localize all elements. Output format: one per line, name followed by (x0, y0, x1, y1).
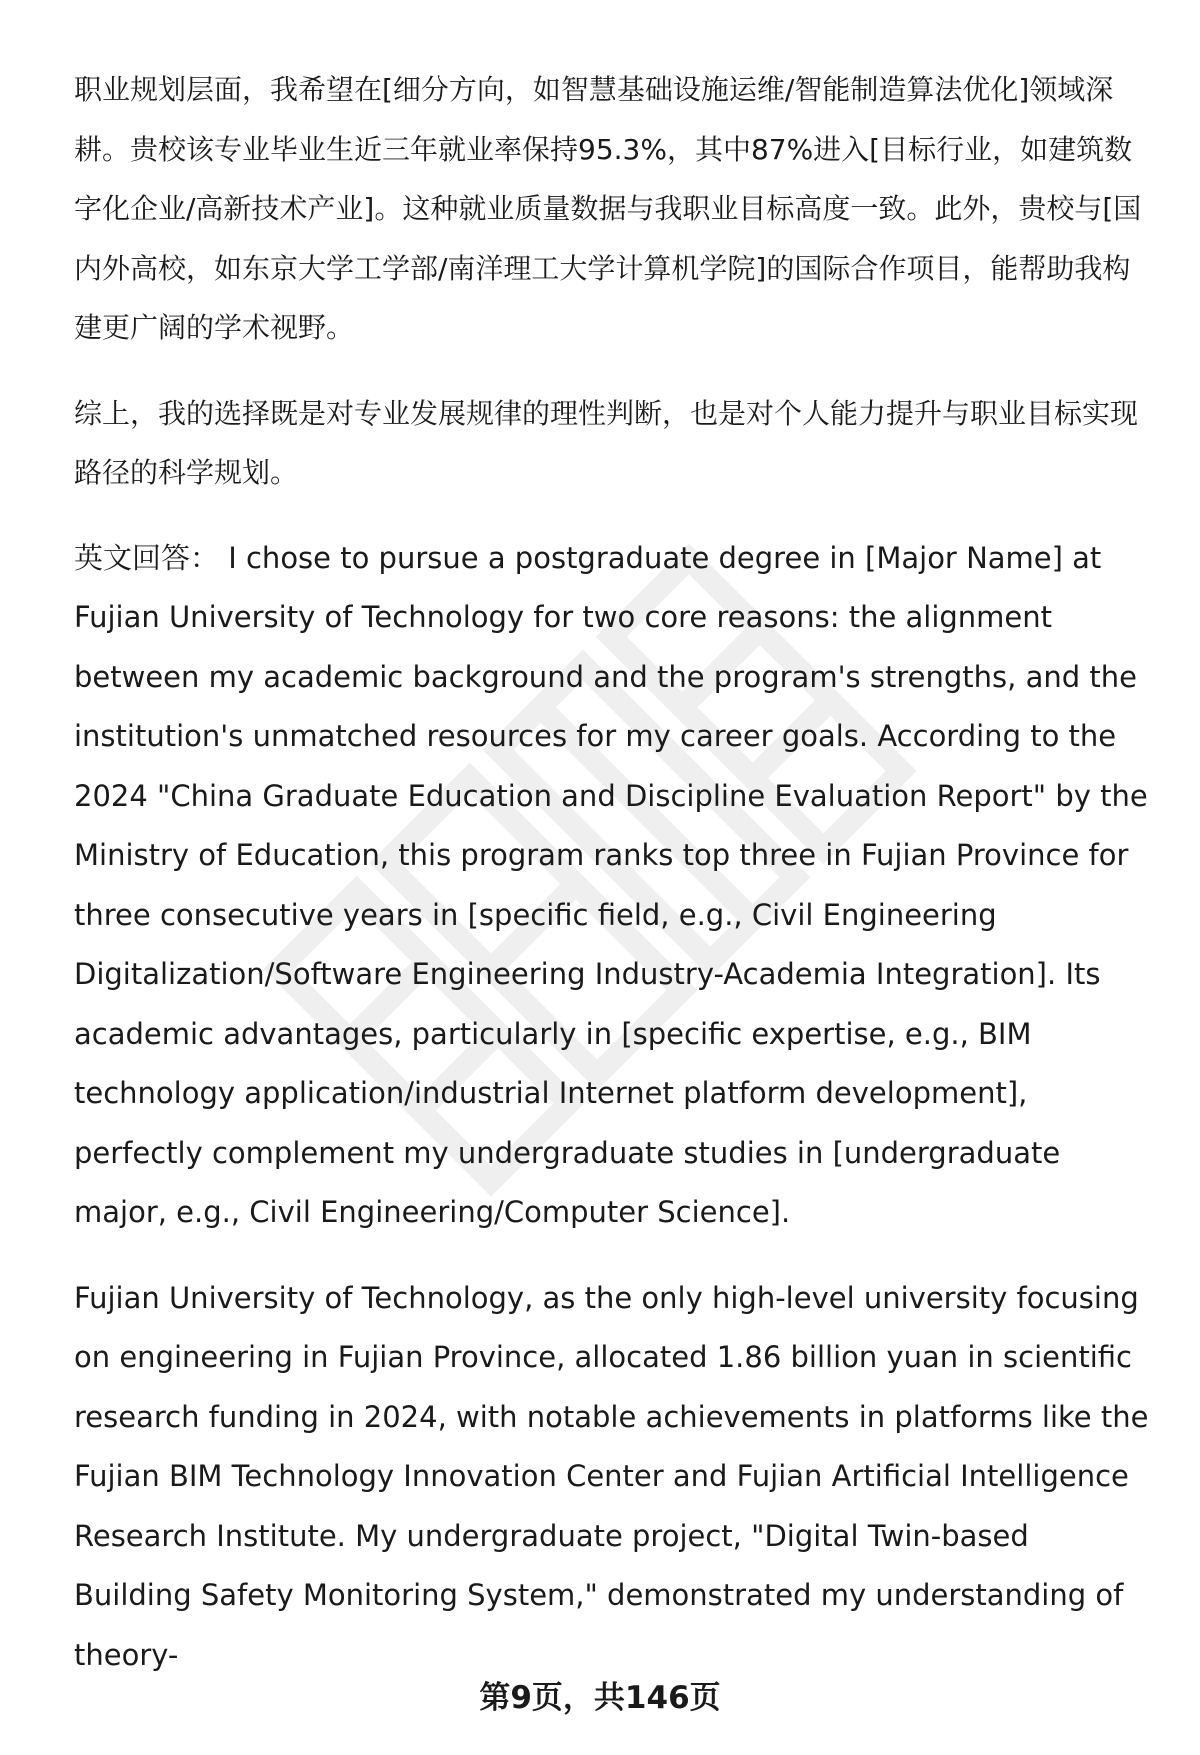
paragraph-english-answer: 英文回答： I chose to pursue a postgraduate degree in [Major Name] at Fujian University of Technology for two core reasons: the alignment between my academic background and the program's strengths, and the institution's unmatched resources for my career goals. According to the 2024 "China Graduate Education and Discipline Evaluation Report" by the Ministry of Education, this program ranks top three in Fujian Province for three consecutive years in [specific field, e.g., Civil Engineering Digitalization/Software Engineering Industry-Academia Integration]. Its academic advantages, particularly in [specific expertise, e.g., BIM technology application/industrial Internet platform development], perfectly complement my undergraduate studies in [undergraduate major, e.g., Civil Engineering/Computer Science]. (74, 540, 1148, 1229)
paragraph-career-planning: 职业规划层面，我希望在[细分方向，如智慧基础设施运维/智能制造算法优化]领域深耕。贵校该专业毕业生近三年就业率保持95.3%，其中87%进入[目标行业，如建筑数字化企业/高新技术产业]。这种就业质量数据与我职业目标高度一致。此外，贵校与[国内外高校，如东京大学工学部/南洋理工大学计算机学院]的国际合作项目，能帮助我构建更广阔的学术视野。 (74, 73, 1142, 344)
paragraph-university-resources: Fujian University of Technology, as the only high-level university focusing on engineering in Fujian Province, allocated 1.86 billion yuan in scientific research funding in 2024, with notable achievements in platforms like the Fujian BIM Technology Innovation Center and Fujian Artificial Intelligence Research Institute. My undergraduate project, "Digital Twin-based Building Safety Monitoring System," demonstrated my understanding of theory- (74, 1280, 1149, 1672)
document-body (74, 60, 1154, 1685)
paragraph-conclusion: 综上，我的选择既是对专业发展规律的理性判断，也是对个人能力提升与职业目标实现路径的科学规划。 (74, 396, 1139, 489)
page-number-footer: 第9页，共146页 (479, 1680, 721, 1716)
